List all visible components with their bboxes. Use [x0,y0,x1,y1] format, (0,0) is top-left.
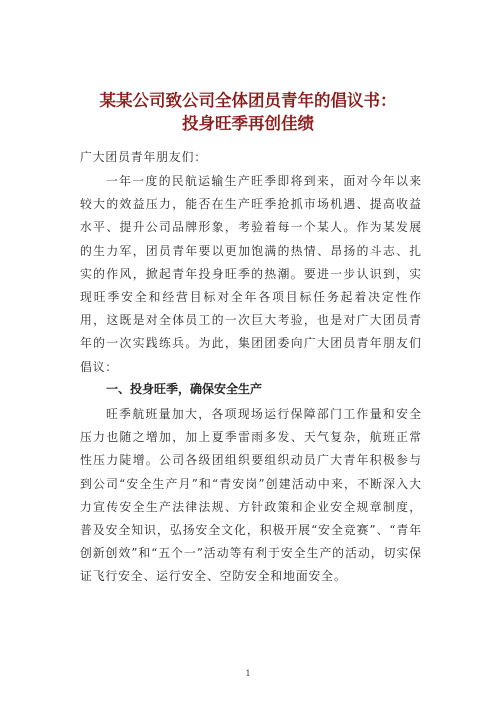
page-number: 1 [245,669,251,678]
paragraph-intro: 一年一度的民航运输生产旺季即将到来，面对今年以来较大的效益压力，能否在生产旺季抢抓市场机遇、提高收益水平、提升公司品牌形象，考验着每一个某人。作为某发展的生力军，团员青年要以更加饱满的热情、昂扬的斗志、扎实的作风，掀起青年投身旺季的热潮。要进一步认识到，实现旺季安全和经营目标对全年各项目标任务起着决定性作用，这既是对全体员工的一次巨大考验，也是对广大团员青年的一次实践练兵。为此，集团团委向广大团员青年朋友们倡议： [80,174,422,374]
paragraph-safety: 旺季航班量加大，各项现场运行保障部门工作量和安全压力也随之增加，加上夏季雷雨多发、天气复杂，航班正常性压力陡增。公司各级团组织要组织动员广大青年积极参与到公司“安全生产月”和“青安岗”创建活动中来，不断深入大力宣传安全生产法律法规、方针政策和企业安全规章制度，普及安全知识，弘扬安全文化，积极开展“安全竞赛”、“青年创新创效”和“五个一”活动等有利于安全生产的活动，切实保证飞行安全、运行安全、空防安全和地面安全。 [80,407,422,584]
document-title-line1: 某某公司致公司全体团员青年的倡议书： [99,91,397,110]
document-title-line2: 投身旺季再创佳绩 [182,114,314,133]
salutation: 广大团员青年朋友们： [80,150,207,164]
section-heading-1: 一、投身旺季，确保安全生产 [106,382,263,396]
